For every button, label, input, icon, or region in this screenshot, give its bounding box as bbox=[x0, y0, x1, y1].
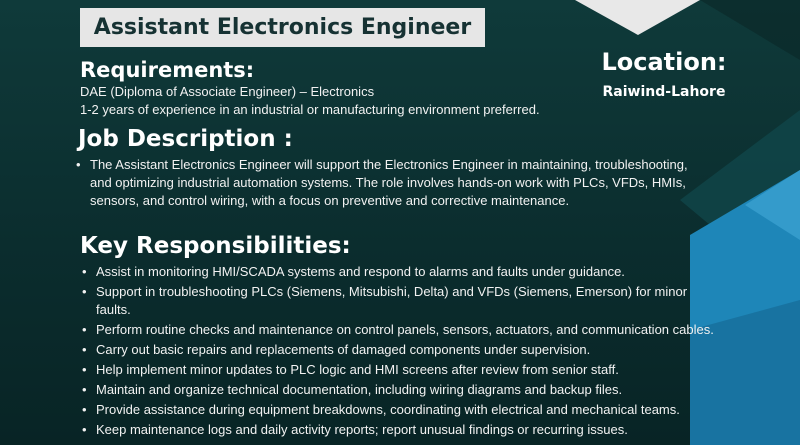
list-item: • Maintain and organize technical documentation, including wiring diagrams and backup files. bbox=[80, 381, 720, 399]
location-value: Raiwind-Lahore bbox=[602, 84, 726, 100]
list-item: • Carry out basic repairs and replacements of damaged components under supervision. bbox=[80, 341, 720, 359]
key-responsibilities-list bbox=[80, 263, 720, 441]
location-heading: Location: bbox=[601, 48, 727, 76]
list-item: • Help implement minor updates to PLC logic and HMI screens after review from senior staff. bbox=[80, 361, 720, 379]
list-item: • Provide assistance during equipment breakdowns, coordinating with electrical and mechanical teams. bbox=[80, 401, 720, 419]
requirements-line-2: 1-2 years of experience in an industrial or manufacturing environment preferred. bbox=[80, 102, 540, 117]
job-description-list bbox=[74, 156, 710, 210]
list-item: • The Assistant Electronics Engineer will support the Electronics Engineer in maintaining, troubleshooting, and optimizing industrial automation systems. The role involves hands-on work with PLCs, VFDs, HMIs, sensors, and control wiring, with a focus on preventive and corrective maintenance. bbox=[74, 156, 710, 210]
requirements-line-1: DAE (Diploma of Associate Engineer) – Electronics bbox=[80, 84, 375, 99]
list-item: • Assist in monitoring HMI/SCADA systems and respond to alarms and faults under guidance. bbox=[80, 263, 720, 281]
job-description-heading: Job Description : bbox=[78, 126, 293, 152]
job-title-box bbox=[80, 8, 485, 47]
requirements-heading: Requirements: bbox=[80, 58, 255, 82]
list-item: • Support in troubleshooting PLCs (Siemens, Mitsubishi, Delta) and VFDs (Siemens, Emerson) for minor faults. bbox=[80, 283, 720, 319]
key-responsibilities-heading: Key Responsibilities: bbox=[80, 233, 351, 259]
job-title: Assistant Electronics Engineer bbox=[93, 15, 472, 40]
top-triangle-shape bbox=[575, 0, 700, 35]
list-item: • Keep maintenance logs and daily activity reports; report unusual findings or recurring issues. bbox=[80, 421, 720, 439]
list-item: • Perform routine checks and maintenance on control panels, sensors, actuators, and communication cables. bbox=[80, 321, 720, 339]
